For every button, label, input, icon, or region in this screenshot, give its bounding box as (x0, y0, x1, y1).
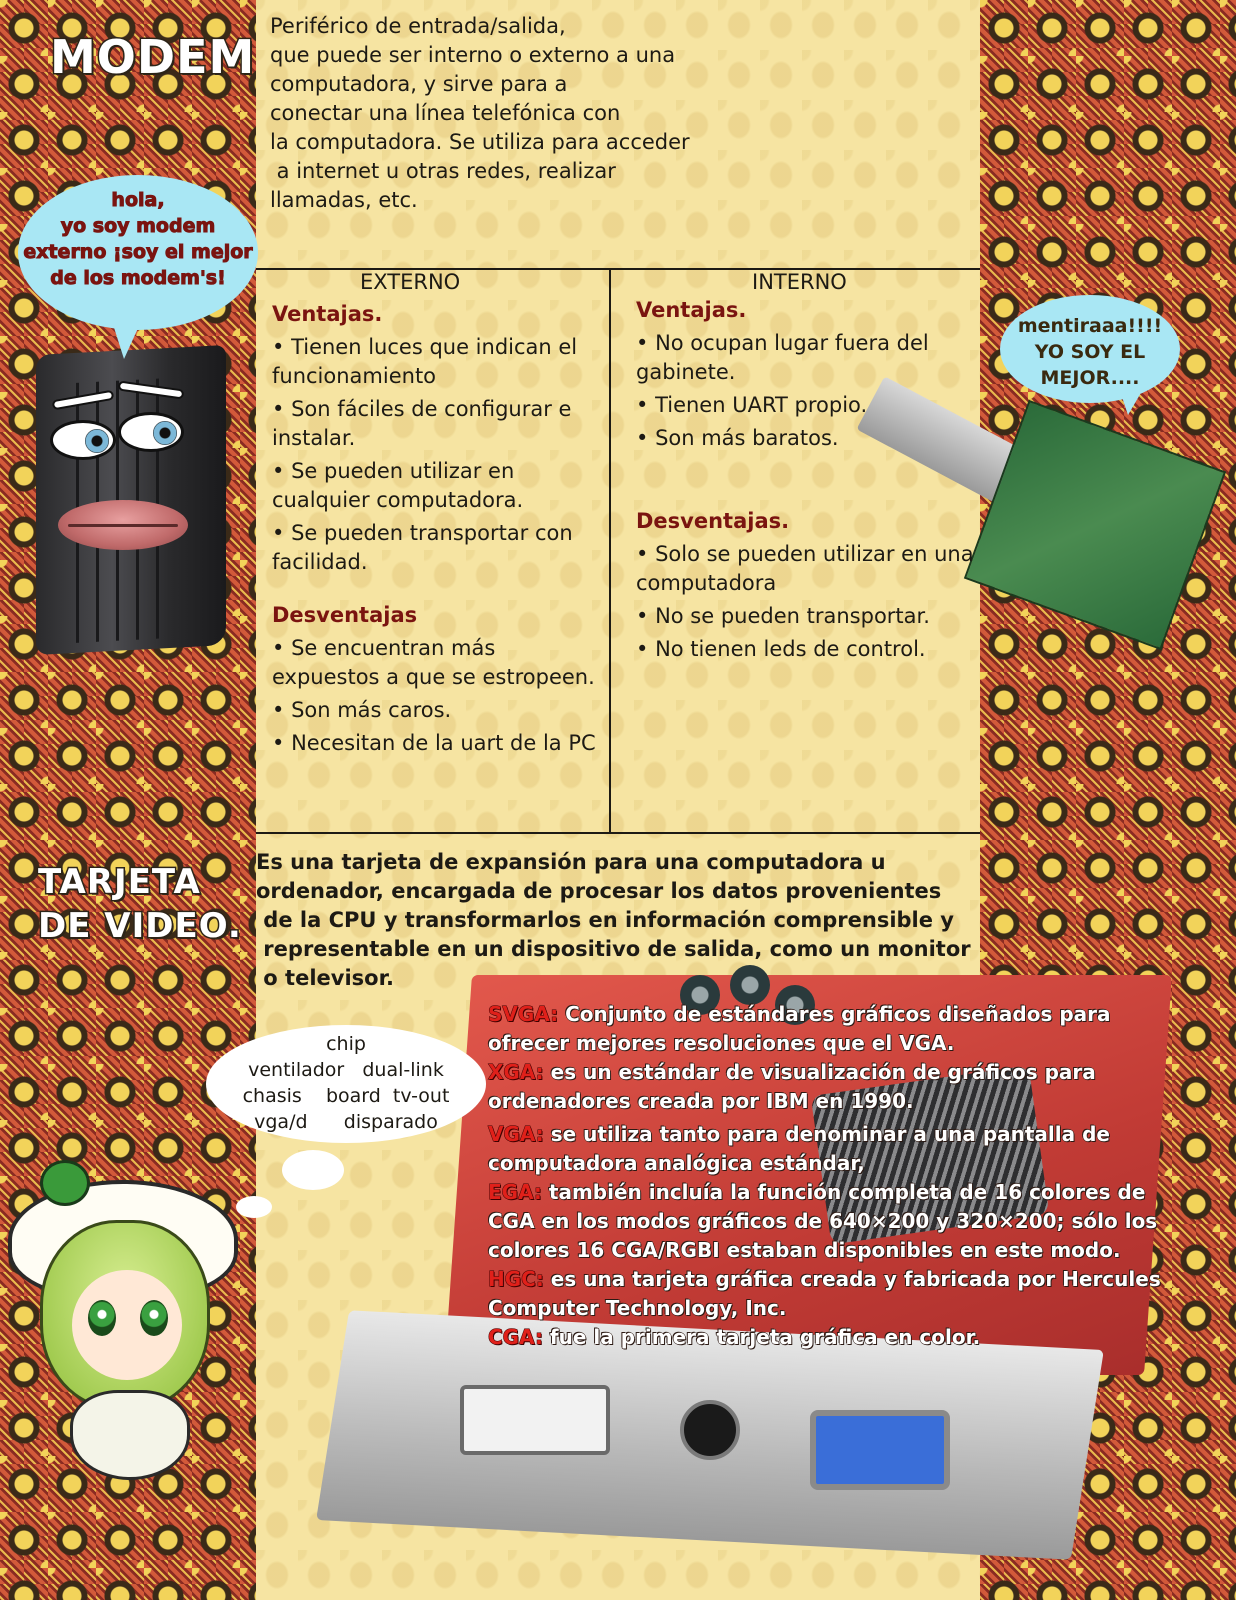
thought-line: ventilador dual-link (248, 1059, 444, 1081)
bubble-line: yo soy modem (60, 215, 216, 237)
spec-item: CGA: fue la primera tarjeta gráfica en color. (488, 1325, 981, 1349)
intro-line: a internet u otras redes, realizar (270, 159, 616, 183)
intro-line: llamadas, etc. (270, 188, 418, 212)
definition-line: o televisor. (256, 966, 394, 990)
modem-title: MODEM (50, 30, 256, 84)
modem-speech-bubble (18, 175, 258, 330)
thought-line: chasis board tv-out (242, 1085, 450, 1107)
capacitor-icon (730, 965, 770, 1005)
spec-item: HGC: es una tarjeta gráfica creada y fabricada por Hercules Computer Technology, Inc. (488, 1267, 1161, 1320)
list-item: • No se pueden transportar. (636, 602, 976, 631)
intro-line: computadora, y sirve para a (270, 72, 568, 96)
thought-bubble (206, 1025, 486, 1143)
list-item: • Necesitan de la uart de la PC (272, 729, 602, 758)
list-item: • No ocupan lugar fuera del gabinete. (636, 329, 976, 387)
clover-icon (40, 1160, 90, 1206)
intro-line: conectar una línea telefónica con (270, 101, 621, 125)
internal-speech-bubble (1000, 295, 1180, 403)
interno-desventajas-title: Desventajas. (636, 509, 790, 533)
list-item: • Se pueden transportar con facilidad. (272, 519, 602, 577)
bubble-line: mentiraaa!!!! (1017, 315, 1163, 337)
list-item: • Tienen UART propio. (636, 391, 976, 420)
thought-line: chip (326, 1033, 366, 1055)
list-item: • Tienen luces que indican el funcionamiento (272, 333, 602, 391)
spec-item: VGA: se utiliza tanto para denominar a una pantalla de computadora analógica estándar, (488, 1122, 1110, 1175)
definition-line: Es una tarjeta de expansión para una computadora u (256, 850, 886, 874)
list-item: • Se encuentran más expuestos a que se estropeen. (272, 634, 602, 692)
modem-intro (270, 12, 740, 215)
list-item: • Son más caros. (272, 696, 602, 725)
intro-line: Periférico de entrada/salida, (270, 14, 566, 38)
list-item: • Son más baratos. (636, 424, 976, 453)
externo-column (272, 300, 602, 758)
definition-line: representable en un dispositivo de salida, como un monitor (256, 937, 971, 961)
externo-ventajas-title: Ventajas. (272, 302, 383, 326)
interno-header: INTERNO (752, 270, 847, 294)
thought-dot (282, 1150, 344, 1190)
bubble-line: de los modem's! (50, 267, 226, 289)
spec-item: XGA: es un estándar de visualización de gráficos para ordenadores creada por IBM en 1990. (488, 1060, 1096, 1113)
bubble-line: hola, (111, 189, 165, 211)
dvi-port-icon (460, 1385, 610, 1455)
interno-ventajas-title: Ventajas. (636, 298, 747, 322)
tarjeta-title: TARJETA DE VIDEO. (38, 862, 242, 946)
thought-line: vga/d disparado (254, 1111, 438, 1133)
video-standards-list (488, 1000, 1178, 1352)
spec-item: SVGA: Conjunto de estándares gráficos diseñados para ofrecer mejores resoluciones que el VGA. (488, 1002, 1111, 1055)
left-eye-icon (50, 420, 116, 460)
list-item: • Se pueden utilizar en cualquier computadora. (272, 457, 602, 515)
lips-icon (58, 500, 188, 550)
bubble-line: externo ¡soy el mejor (23, 241, 253, 263)
interno-column (636, 296, 976, 664)
tarjeta-definition (256, 848, 971, 993)
list-item: • Solo se pueden utilizar en una computadora (636, 540, 976, 598)
right-eye-icon (118, 412, 184, 452)
thought-dot (236, 1196, 272, 1218)
externo-desventajas-title: Desventajas (272, 603, 418, 627)
definition-line: ordenador, encargada de procesar los datos provenientes (256, 879, 942, 903)
spec-item: EGA: también incluía la función completa de 16 colores de CGA en los modos gráficos de 640×200 y 320×200; sólo los colores 16 CGA/RGBI estaban disponibles en este modo. (488, 1180, 1158, 1262)
externo-header: EXTERNO (360, 270, 461, 294)
intro-line: la computadora. Se utiliza para acceder (270, 130, 690, 154)
intro-line: que puede ser interno o externo a una (270, 43, 676, 67)
definition-line: de la CPU y transformarlos en información comprensible y (256, 908, 954, 932)
vga-port-icon (810, 1410, 950, 1490)
list-item: • Son fáciles de configurar e instalar. (272, 395, 602, 453)
list-item: • No tienen leds de control. (636, 635, 976, 664)
bubble-line: MEJOR.... (1040, 367, 1140, 389)
anime-character-illustration (0, 1160, 240, 1490)
svideo-port-icon (680, 1400, 740, 1460)
bubble-line: YO SOY EL (1034, 341, 1146, 363)
